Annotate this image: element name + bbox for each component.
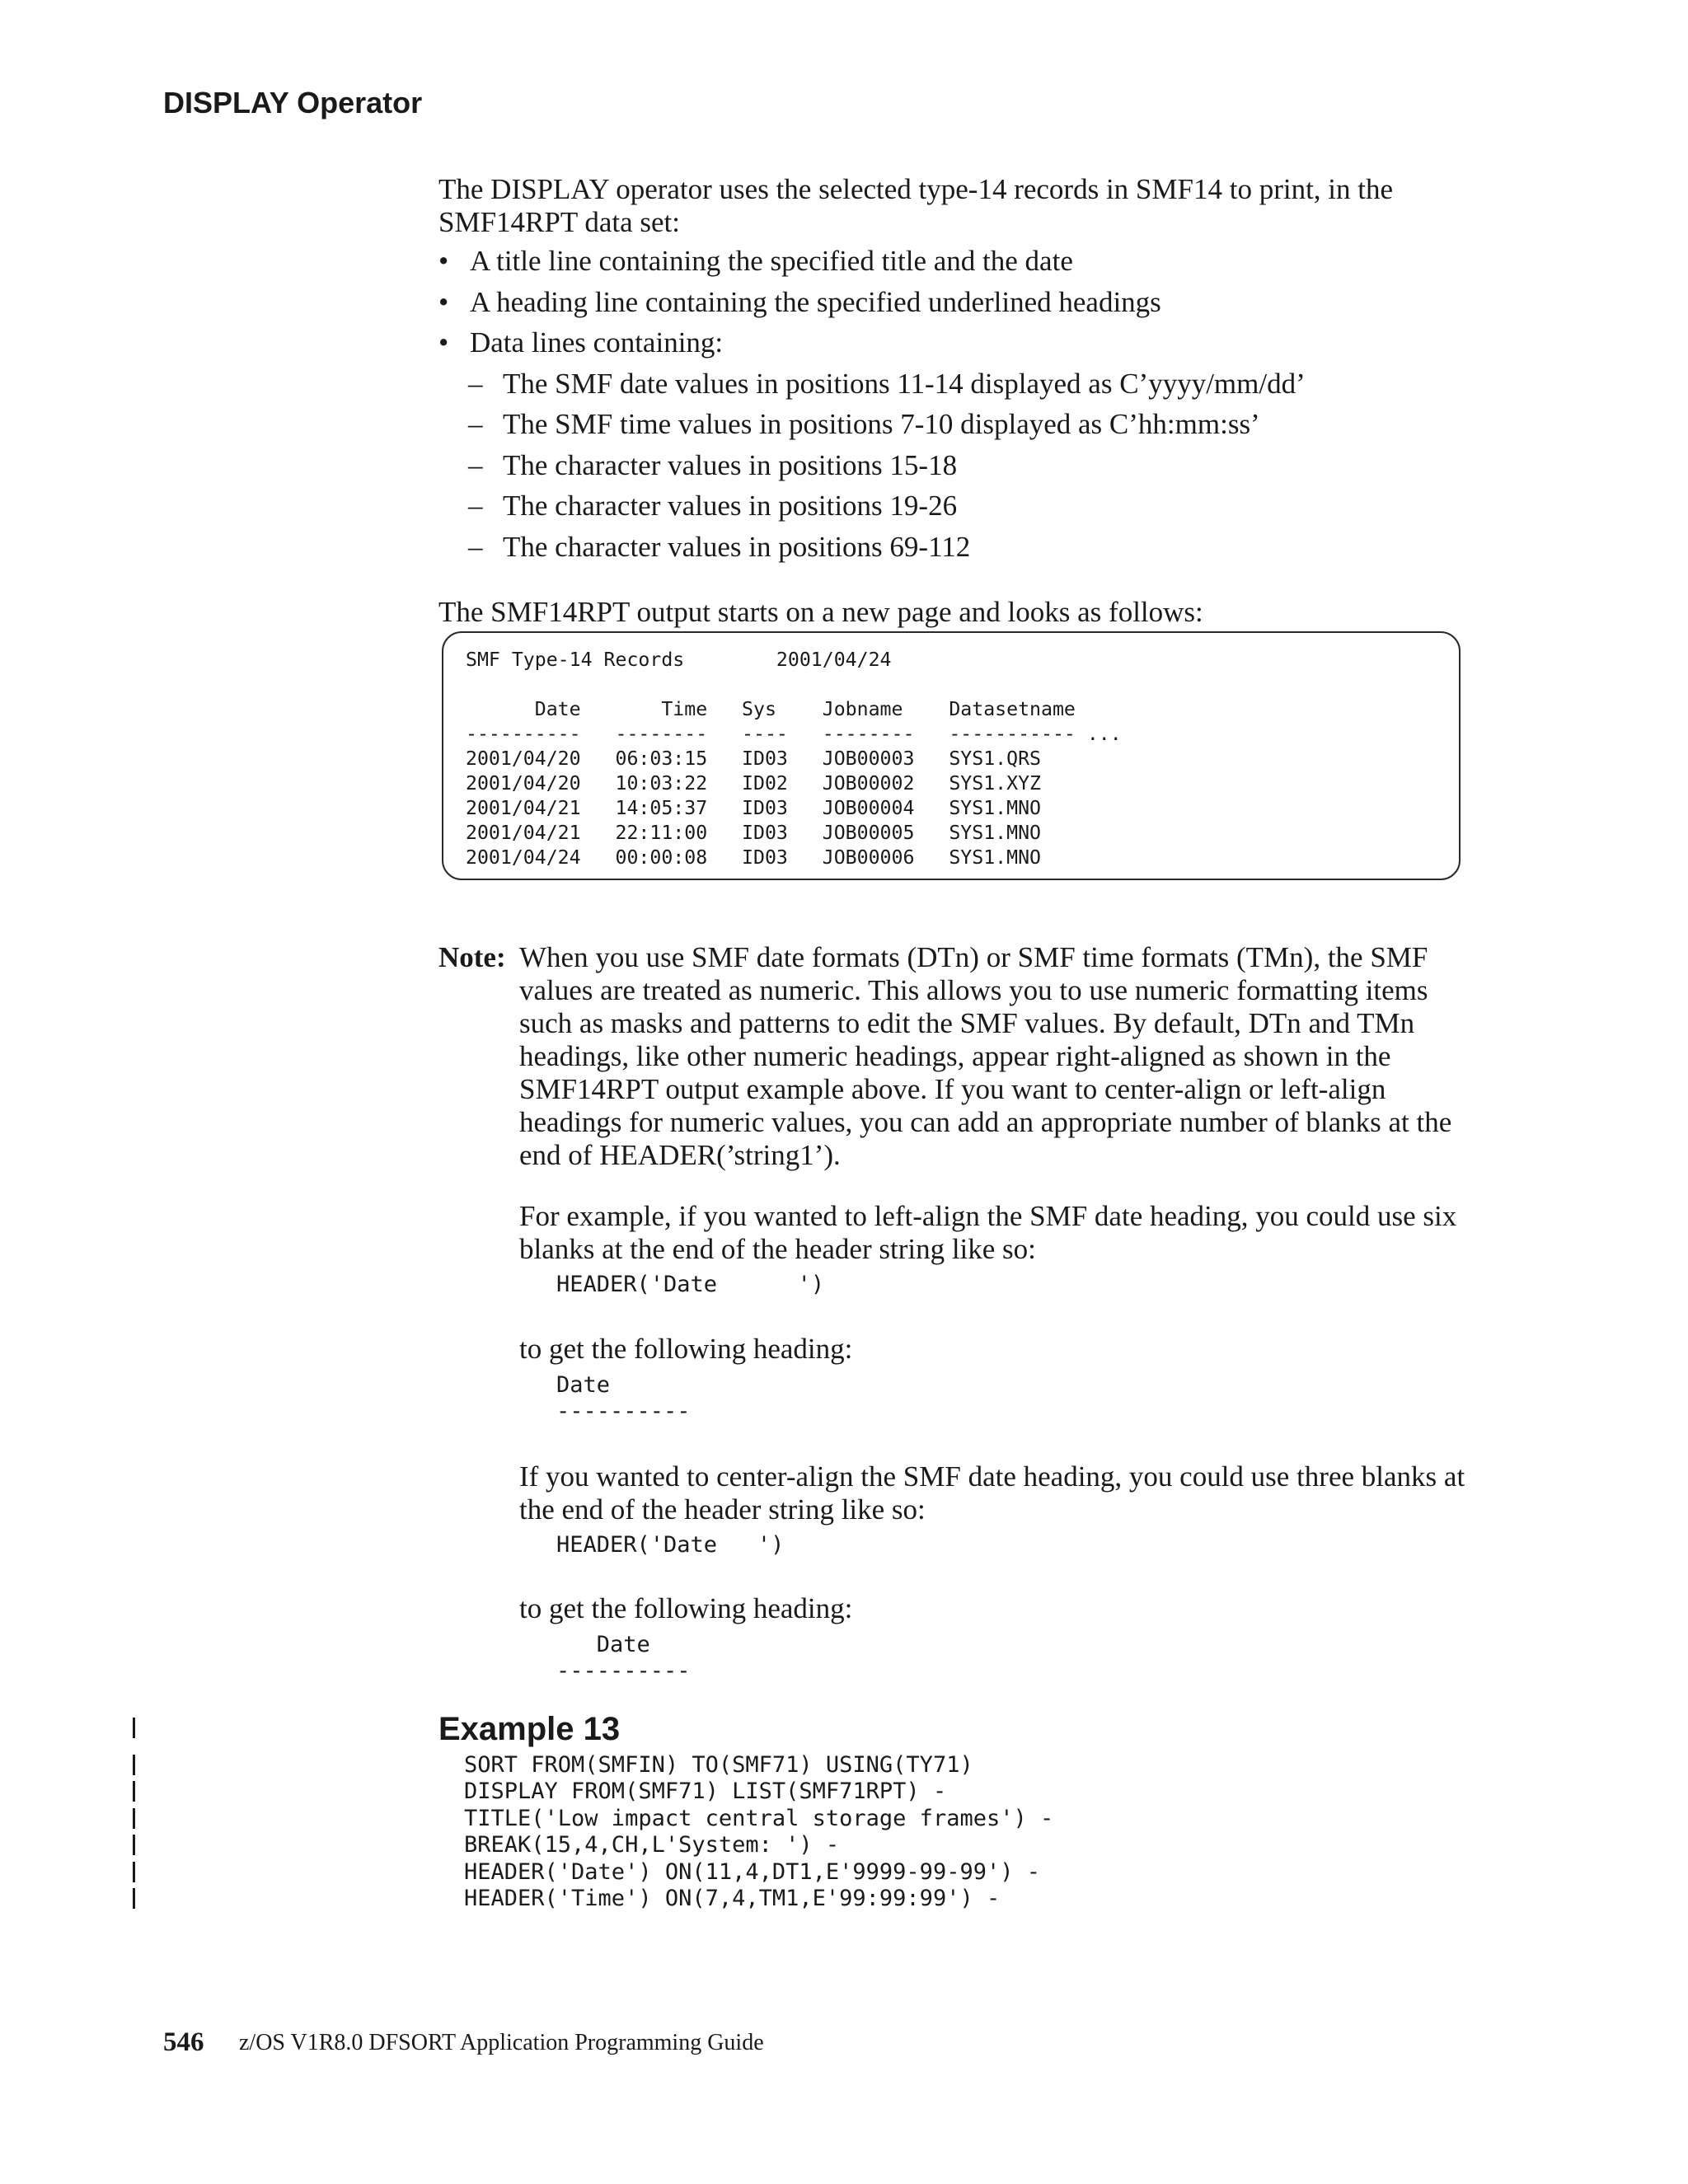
change-bar xyxy=(133,1862,135,1882)
example-code-line: TITLE('Low impact central storage frames') - xyxy=(464,1806,1054,1831)
report-data-line: 2001/04/21 14:05:37 ID03 JOB00004 SYS1.MNO xyxy=(466,797,1042,819)
dash-mark: – xyxy=(468,408,483,440)
report-data-line: 2001/04/24 00:00:08 ID03 JOB00006 SYS1.MNO xyxy=(466,846,1042,869)
bullet-mark: • xyxy=(438,326,449,359)
heading-example-underline: ---------- xyxy=(556,1399,691,1424)
report-underline-line: ---------- -------- ---- -------- ----------- ... xyxy=(466,723,1122,745)
change-bar xyxy=(133,1718,135,1738)
change-bar xyxy=(133,1781,135,1802)
bullet-text: Data lines containing: xyxy=(470,326,724,359)
example-code-line: HEADER('Time') ON(7,4,TM1,E'99:99:99') - xyxy=(464,1886,1001,1911)
code-example: HEADER('Date ') xyxy=(556,1532,785,1558)
heading-example-text: Date xyxy=(556,1372,611,1398)
example-code-line: DISPLAY FROM(SMF71) LIST(SMF71RPT) - xyxy=(464,1779,947,1804)
bullet-item xyxy=(438,326,723,359)
heading-example-text: Date xyxy=(556,1632,650,1657)
change-bar xyxy=(133,1888,135,1909)
sub-bullet-text: The character values in positions 15-18 xyxy=(503,449,958,481)
note-paragraph: For example, if you wanted to left-align the SMF date heading, you could use six blanks at the end of the header string like so: xyxy=(519,1200,1457,1265)
section-heading: Example 13 xyxy=(438,1711,621,1747)
sub-bullet-item xyxy=(468,531,970,564)
sub-bullet-item xyxy=(468,449,957,482)
sub-bullet-text: The character values in positions 19-26 xyxy=(503,490,958,522)
note-paragraph: If you wanted to center-align the SMF date heading, you could use three blanks at the end of the header string like so: xyxy=(519,1460,1465,1526)
example-code-line: BREAK(15,4,CH,L'System: ') - xyxy=(464,1832,840,1858)
note-paragraph: When you use SMF date formats (DTn) or SMF time formats (TMn), the SMF values are treated as numeric. This allows you to use numeric formatting items such as masks and patterns to edit the SMF values. By default, DTn and TMn headings, like other numeric headings, appear right-aligned as shown in the SMF14RPT output example above. If you want to center-align or left-align headings for numeric values, you can add an appropriate number of blanks at the end of HEADER(’string1’). xyxy=(519,941,1452,1171)
report-title-line: SMF Type-14 Records 2001/04/24 xyxy=(466,649,892,671)
dash-mark: – xyxy=(468,490,483,522)
output-intro: The SMF14RPT output starts on a new page and looks as follows: xyxy=(438,596,1203,628)
sub-bullet-item xyxy=(468,408,1260,441)
report-data-line: 2001/04/20 06:03:15 ID03 JOB00003 SYS1.QRS xyxy=(466,748,1042,770)
bullet-item xyxy=(438,286,1161,319)
dash-mark: – xyxy=(468,449,483,481)
bullet-text: A title line containing the specified title and the date xyxy=(470,245,1073,277)
book-title: z/OS V1R8.0 DFSORT Application Programming Guide xyxy=(239,2030,764,2055)
intro-paragraph: The DISPLAY operator uses the selected type-14 records in SMF14 to print, in the SMF14RPT data set: xyxy=(438,173,1394,238)
dash-mark: – xyxy=(468,531,483,563)
running-head: DISPLAY Operator xyxy=(163,86,423,120)
sub-bullet-text: The character values in positions 69-112 xyxy=(503,531,971,563)
heading-example-underline: ---------- xyxy=(556,1658,691,1684)
bullet-text: A heading line containing the specified underlined headings xyxy=(470,286,1161,318)
change-bar xyxy=(133,1808,135,1829)
report-data-line: 2001/04/21 22:11:00 ID03 JOB00005 SYS1.MNO xyxy=(466,822,1042,844)
note-paragraph: to get the following heading: xyxy=(519,1592,853,1624)
code-example: HEADER('Date ') xyxy=(556,1272,825,1297)
example-code-line: HEADER('Date') ON(11,4,DT1,E'9999-99-99') - xyxy=(464,1859,1040,1885)
sub-bullet-item xyxy=(468,368,1306,401)
example-code-line: SORT FROM(SMFIN) TO(SMF71) USING(TY71) xyxy=(464,1752,973,1778)
report-heading-line: Date Time Sys Jobname Datasetname xyxy=(466,698,1076,720)
note-paragraph: to get the following heading: xyxy=(519,1333,853,1365)
sub-bullet-text: The SMF time values in positions 7-10 displayed as C’hh:mm:ss’ xyxy=(503,408,1260,440)
change-bar xyxy=(133,1835,135,1855)
sub-bullet-item xyxy=(468,490,957,523)
bullet-mark: • xyxy=(438,286,449,318)
change-bar xyxy=(133,1755,135,1775)
report-data-line: 2001/04/20 10:03:22 ID02 JOB00002 SYS1.XYZ xyxy=(466,772,1042,794)
dash-mark: – xyxy=(468,368,483,400)
page-number: 546 xyxy=(163,2027,204,2057)
bullet-mark: • xyxy=(438,245,449,277)
sub-bullet-text: The SMF date values in positions 11-14 displayed as C’yyyy/mm/dd’ xyxy=(503,368,1306,400)
note-label: Note: xyxy=(438,941,506,973)
bullet-item xyxy=(438,245,1073,278)
